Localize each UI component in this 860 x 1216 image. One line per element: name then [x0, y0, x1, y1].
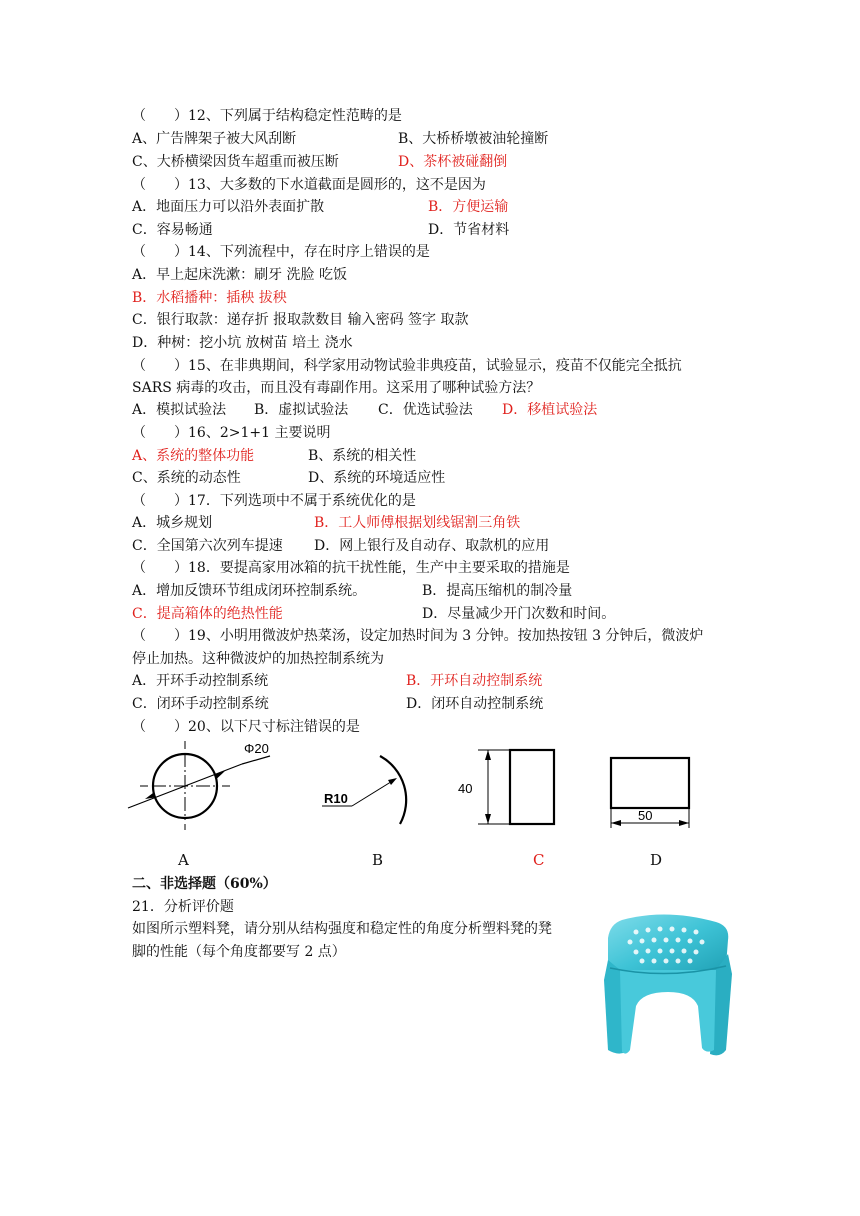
q16-stem: （ ）16、2>1+1 主要说明 — [132, 425, 331, 441]
q13-option-d: D．节省材料 — [428, 222, 510, 238]
q13-stem: （ ）13、大多数的下水道截面是圆形的，这不是因为 — [132, 177, 486, 193]
q15-option-b: B．虚拟试验法 — [254, 402, 349, 418]
q21-title: 21．分析评价题 — [132, 899, 234, 915]
figure-a-circle-dimension — [120, 738, 290, 838]
q12-stem: （ ）12、下列属于结构稳定性范畴的是 — [132, 108, 402, 124]
q14-option-a: A．早上起床洗漱：刷牙 洗脸 吃饭 — [132, 267, 348, 283]
q18-stem: （ ）18．要提高家用冰箱的抗干扰性能，生产中主要采取的措施是 — [132, 560, 570, 576]
q14-stem: （ ）14、下列流程中，存在时序上错误的是 — [132, 244, 430, 260]
q15-stem-line1: （ ）15、在非典期间，科学家用动物试验非典疫苗，试验显示，疫苗不仅能完全抵抗 — [132, 358, 682, 374]
q17-option-c: C．全国第六次列车提速 — [132, 538, 283, 554]
q19-option-c: C．闭环手动控制系统 — [132, 696, 269, 712]
figure-c-dimension-text: 40 — [458, 781, 473, 796]
q15-stem-line2: SARS 病毒的攻击，而且没有毒副作用。这采用了哪种试验方法？ — [132, 380, 541, 396]
q19-option-b-answer: B．开环自动控制系统 — [406, 673, 543, 689]
q15-option-d-answer: D．移植试验法 — [502, 402, 598, 418]
q15-option-a: A．模拟试验法 — [132, 402, 227, 418]
figure-c-label-answer: C — [533, 851, 545, 869]
q12-option-b: B、大桥桥墩被油轮撞断 — [398, 131, 549, 147]
figure-a-label: A — [178, 851, 189, 869]
plastic-stool-image — [598, 910, 734, 1060]
q13-option-b-answer: B．方便运输 — [428, 199, 509, 215]
figure-b-dimension-text: R10 — [324, 791, 348, 806]
q18-option-a: A．增加反馈环节组成闭环控制系统。 — [132, 583, 367, 599]
figure-b-arc-dimension — [318, 750, 418, 830]
q19-stem-line2: 停止加热。这种微波炉的加热控制系统为 — [132, 651, 384, 667]
q16-option-b: B、系统的相关性 — [308, 448, 417, 464]
figure-d-rect-dimension — [604, 752, 700, 832]
q12-option-c: C、大桥横梁因货车超重而被压断 — [132, 154, 339, 170]
q18-option-d: D．尽量减少开门次数和时间。 — [422, 606, 616, 622]
q14-option-c: C．银行取款：递存折 报取款数目 输入密码 签字 取款 — [132, 312, 469, 328]
q18-option-b: B．提高压缩机的制冷量 — [422, 583, 573, 599]
q13-option-c: C．容易畅通 — [132, 222, 213, 238]
figure-c-rect-dimension — [450, 742, 560, 832]
q16-option-a-answer: A、系统的整体功能 — [132, 448, 255, 464]
figure-b-label: B — [372, 851, 384, 869]
q16-option-d: D、系统的环境适应性 — [308, 470, 446, 486]
q14-option-b-answer: B．水稻播种：插秧 拔秧 — [132, 290, 287, 306]
q21-text-line1: 如图所示塑料凳，请分别从结构强度和稳定性的角度分析塑料凳的凳 — [132, 921, 552, 937]
q12-option-a: A、广告牌架子被大风刮断 — [132, 131, 297, 147]
q19-option-d: D．闭环自动控制系统 — [406, 696, 544, 712]
q17-option-d: D．网上银行及自动存、取款机的应用 — [314, 538, 550, 554]
q12-option-d-answer: D、茶杯被碰翻倒 — [398, 154, 508, 170]
figure-d-dimension-text: 50 — [638, 808, 653, 823]
q17-option-a: A．城乡规划 — [132, 515, 213, 531]
q14-option-d: D．种树：挖小坑 放树苗 培土 浇水 — [132, 335, 353, 351]
q17-option-b-answer: B．工人师傅根据划线锯割三角铁 — [314, 515, 521, 531]
q18-option-c-answer: C．提高箱体的绝热性能 — [132, 606, 283, 622]
q19-option-a: A．开环手动控制系统 — [132, 673, 269, 689]
q21-text-line2: 脚的性能（每个角度都要写 2 点） — [132, 944, 346, 960]
q13-option-a: A．地面压力可以沿外表面扩散 — [132, 199, 325, 215]
q17-stem: （ ）17．下列选项中不属于系统优化的是 — [132, 493, 416, 509]
figure-a-dimension-text: Φ20 — [244, 741, 269, 756]
q19-stem-line1: （ ）19、小明用微波炉热菜汤，设定加热时间为 3 分钟。按加热按钮 3 分钟后，微波炉 — [132, 628, 704, 644]
q15-option-c: C．优选试验法 — [378, 402, 473, 418]
q16-option-c: C、系统的动态性 — [132, 470, 241, 486]
q20-stem: （ ）20、以下尺寸标注错误的是 — [132, 719, 360, 735]
figure-d-label: D — [650, 851, 663, 869]
section-2-heading: 二、非选择题（60%） — [132, 876, 277, 892]
